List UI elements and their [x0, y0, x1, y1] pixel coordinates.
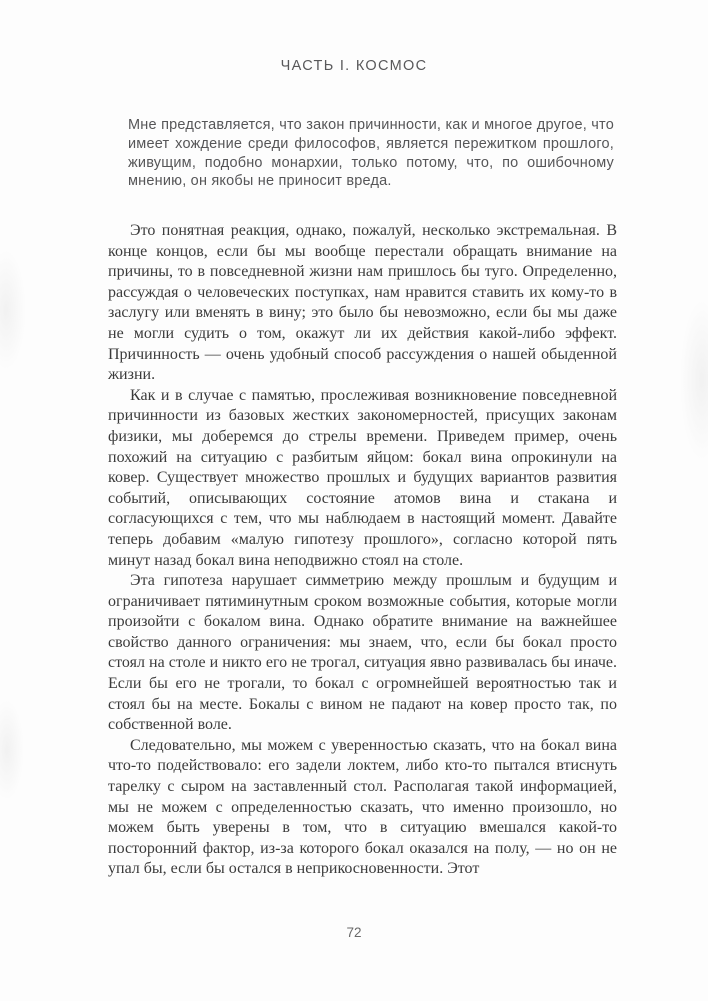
scan-smudge	[680, 300, 708, 460]
body-text	[108, 221, 617, 880]
scan-smudge	[0, 250, 26, 370]
page-number: 72	[346, 925, 362, 940]
scan-smudge	[0, 700, 24, 800]
paragraph: Следовательно, мы можем с уверенностью сказать, что на бокал вина что-то подействовало: его задели локтем, либо кто-то пытался втиснуть тарелку с сыром на заставленный стол. Располагая такой информацией, мы не можем с определенностью сказать, что именно произошло, но можем быть уверены в том, что в ситуацию вмешался какой-то посторонний фактор, из-за которого бокал оказался на полу, — но он не упал бы, если бы остался в неприкосновенности. Этот	[108, 736, 617, 878]
paragraph: Как и в случае с памятью, прослеживая возникновение повседневной причинности из базовых жестких закономерностей, присущих законам физики, мы доберемся до стрелы времени. Приведем пример, очень похожий на ситуацию с разбитым яйцом: бокал вина опрокинули на ковер. Существует множество прошлых и будущих вариантов развития событий, описывающих состояние атомов вина и стакана и согласующихся с тем, что мы наблюдаем в настоящий момент. Давайте теперь добавим «малую гипотезу прошлого», согласно которой пять минут назад бокал вина неподвижно стоял на столе.	[108, 386, 617, 569]
paragraph: Это понятная реакция, однако, пожалуй, несколько экстремальная. В конце концов, если бы мы вообще перестали обращать внимание на причины, то в повседневной жизни нам пришлось бы туго. Определенно, рассуждая о человеческих поступках, нам нравится ставить их кому-то в заслугу или вменять в вину; это было бы невозможно, если бы мы даже не могли судить о том, окажут ли их действия какой-либо эффект. Причинность — очень удобный способ рассуждения о нашей обыденной жизни.	[108, 222, 617, 384]
paragraph: Эта гипотеза нарушает симметрию между прошлым и будущим и ограничивает пятиминутным сроком возможные события, которые могли произойти с бокалом вина. Однако обратите внимание на важнейшее свойство данного ограничения: мы знаем, что, если бы бокал просто стоял на столе и никто его не трогал, ситуация явно развивалась бы иначе. Если бы его не трогали, то бокал с огромнейшей вероятностью так и стоял бы на месте. Бокалы с вином не падают на ковер просто так, по собственной воле.	[108, 572, 617, 734]
part-header: ЧАСТЬ I. КОСМОС	[280, 58, 428, 74]
epigraph: Мне представляется, что закон причинности, как и многое другое, что имеет хождение среди философов, является пережитком прошлого, живущим, подобно монархии, только потому, что, по ошибочному мнению, он якобы не приносит вреда.	[128, 117, 614, 190]
